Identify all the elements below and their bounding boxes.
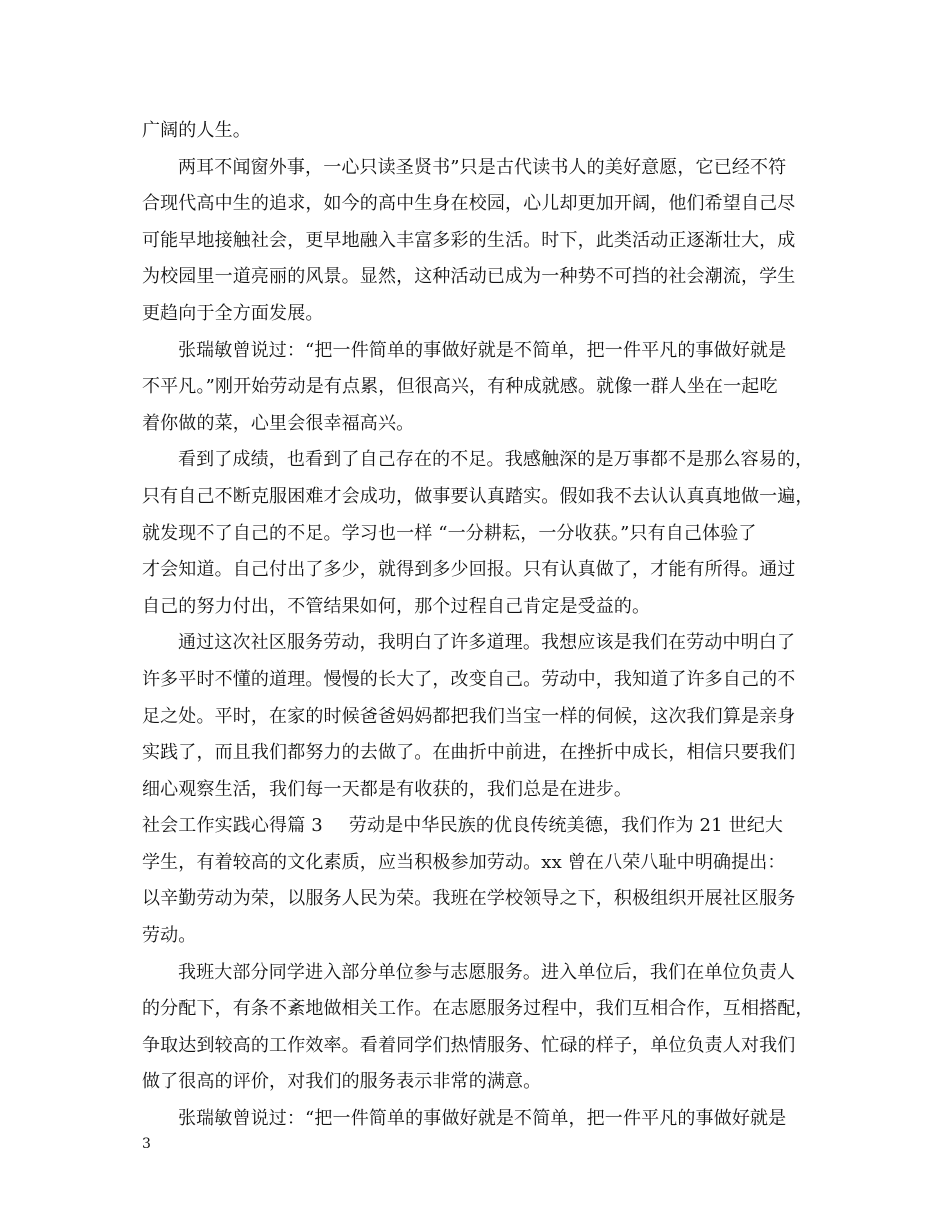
text-line: 张瑞敏曾说过：“把一件简单的事做好就是不简单，把一件平凡的事做好就是 (178, 1108, 787, 1130)
text-line: 足之处。平时，在家的时候爸爸妈妈都把我们当宝一样的伺候，这次我们算是亲身 (142, 705, 796, 727)
text-line: 通过这次社区服务劳动，我明白了许多道理。我想应该是我们在劳动中明白了 (178, 632, 796, 654)
text-line: 细心观察生活，我们每一天都是有收获的，我们总是在进步。 (142, 778, 633, 800)
text-line: 不平凡。”刚开始劳动是有点累，但很高兴，有种成就感。就像一群人坐在一起吃 (142, 376, 778, 398)
text-line: 两耳不闻窗外事，一心只读圣贤书”只是古代读书人的美好意愿，它已经不符 (178, 156, 787, 178)
text-line: 许多平时不懂的道理。慢慢的长大了，改变自己。劳动中，我知道了许多自己的不 (142, 668, 796, 690)
section-first-sentence: 劳动是中华民族的优良传统美德，我们作为 21 世纪大 (348, 815, 784, 837)
text-line: 以辛勤劳动为荣，以服务人民为荣。我班在学校领导之下，积极组织开展社区服务 (142, 888, 796, 910)
text-line: 为校园里一道亮丽的风景。显然，这种活动已成为一种势不可挡的社会潮流，学生 (142, 266, 796, 288)
text-line: 更趋向于全方面发展。 (142, 302, 324, 324)
text-line: 争取达到较高的工作效率。看着同学们热情服务、忙碌的样子，单位负责人对我们 (142, 1034, 796, 1056)
text-line: 合现代高中生的追求，如今的高中生身在校园，心儿却更加开阔，他们希望自己尽 (142, 193, 796, 215)
text-line: 看到了成绩，也看到了自己存在的不足。我感触深的是万事都不是那么容易的， (178, 449, 814, 471)
text-line: 实践了，而且我们都努力的去做了。在曲折中前进，在挫折中成长，相信只要我们 (142, 742, 796, 764)
section-heading: 社会工作实践心得篇 3 (142, 815, 323, 837)
text-line: 可能早地接触社会，更早地融入丰富多彩的生活。时下，此类活动正逐渐壮大，成 (142, 229, 796, 251)
text-line: 劳动。 (142, 925, 197, 947)
text-line: 只有自己不断克服困难才会成功，做事要认真踏实。假如我不去认认真真地做一遍， (142, 485, 814, 507)
text-line: 就发现不了自己的不足。学习也一样 “一分耕耘，一分收获。”只有自己体验了 (142, 522, 757, 544)
document-body (142, 113, 814, 1138)
text-line: 张瑞敏曾说过：“把一件简单的事做好就是不简单，把一件平凡的事做好就是 (178, 339, 787, 361)
text-line: 自己的努力付出，不管结果如何，那个过程自己肯定是受益的。 (142, 595, 651, 617)
text-line: 着你做的菜，心里会很幸福高兴。 (142, 412, 415, 434)
text-line: 学生，有着较高的文化素质，应当积极参加劳动。xx 曾在八荣八耻中明确提出： (142, 851, 786, 873)
page-number: 3 (142, 1136, 151, 1152)
text-line: 广阔的人生。 (142, 120, 251, 141)
text-line: 做了很高的评价，对我们的服务表示非常的满意。 (142, 1071, 542, 1093)
text-line: 我班大部分同学进入部分单位参与志愿服务。进入单位后，我们在单位负责人 (178, 961, 796, 983)
section-heading-line (142, 808, 810, 845)
text-line: 才会知道。自己付出了多少，就得到多少回报。只有认真做了，才能有所得。通过 (142, 559, 796, 581)
text-line: 的分配下，有条不紊地做相关工作。在志愿服务过程中，我们互相合作，互相搭配， (142, 998, 814, 1020)
